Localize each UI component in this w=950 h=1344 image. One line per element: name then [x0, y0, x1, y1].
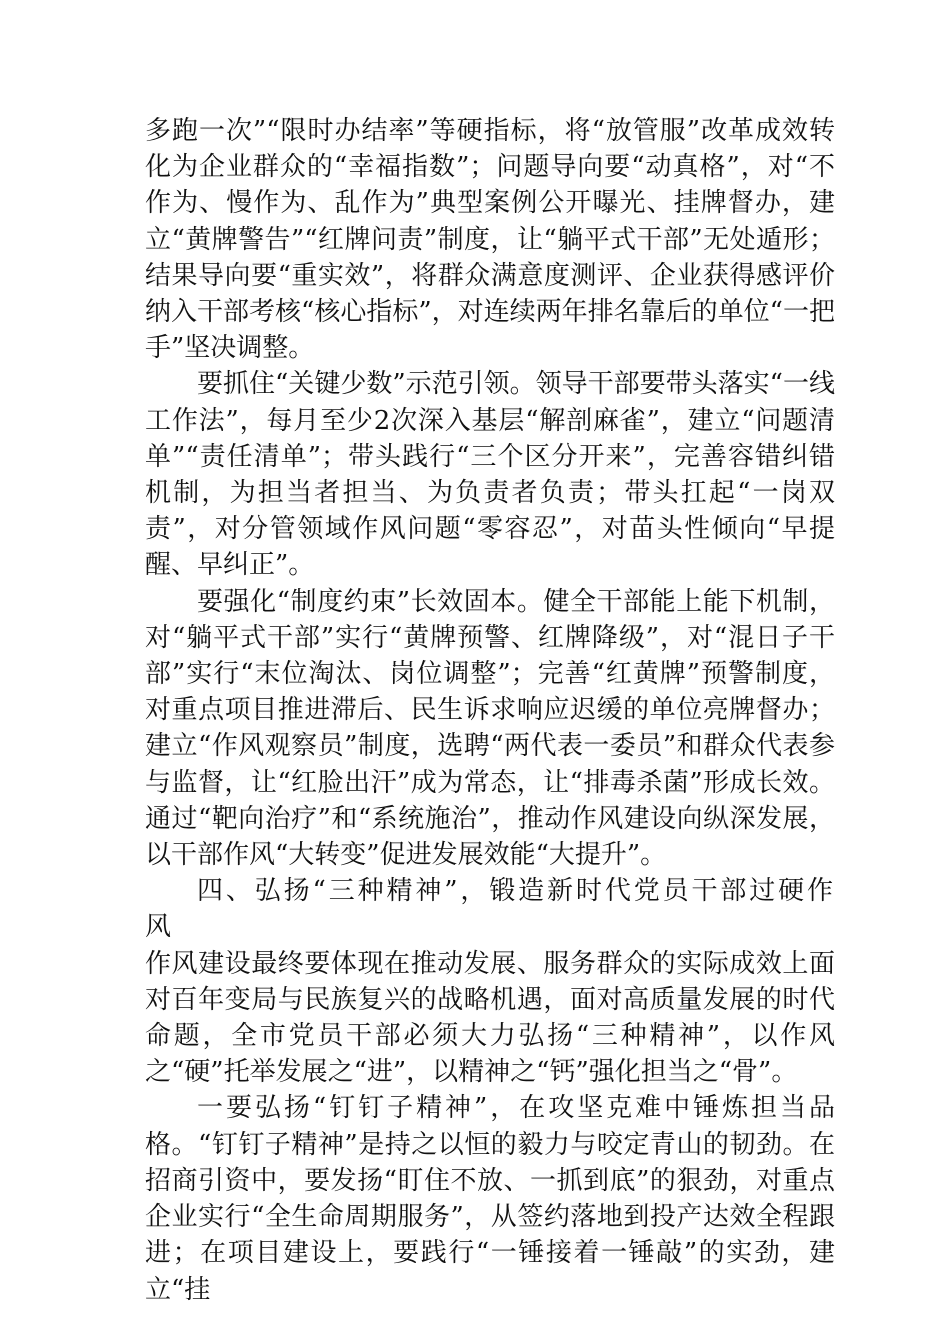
paragraph-institutional-constraint: 要强化“制度约束”长效固本。健全干部能上能下机制，对“躺平式干部”实行“黄牌预警、红牌降级”，对“混日子干部”实行“末位淘汰、岗位调整”；完善“红黄牌”预警制度，对重点项目推进滞后、民生诉求响应迟缓的单位亮牌督办；建立“作风观察员”制度，选聘“两代表一委员”和群众代表参与监督，让“红脸出汗”成为常态，让“排毒杀菌”形成长效。通过“靶向治疗”和“系统施治”，推动作风建设向纵深发展，以干部作风“大转变”促进发展效能“大提升”。 — [145, 586, 835, 871]
paragraph-nail-spirit: 一要弘扬“钉钉子精神”，在攻坚克难中锤炼担当品格。“钉钉子精神”是持之以恒的毅力与咬定青山的韧劲。在招商引资中，要发扬“盯住不放、一抓到底”的狠劲，对重点企业实行“全生命周期服务”，从签约落地到投产达效全程跟进；在项目建设上，要践行“一锤接着一锤敲”的实劲，建立“挂 — [145, 1093, 835, 1305]
document-body — [145, 113, 835, 1308]
section-heading-four: 四、弘扬“三种精神”，锻造新时代党员干部过硬作风 — [145, 876, 835, 943]
paragraph-key-minority: 要抓住“关键少数”示范引领。领导干部要带头落实“一线工作法”，每月至少2次深入基层“解剖麻雀”，建立“问题清单”“责任清单”；带头践行“三个区分开来”，完善容错纠错机制，为担当者担当、为负责者负责；带头扛起“一岗双责”，对分管领域作风问题“零容忍”，对苗头性倾向“早提醒、早纠正”。 — [145, 369, 835, 581]
paragraph-section-intro: 作风建设最终要体现在推动发展、服务群众的实际成效上面对百年变局与民族复兴的战略机遇，面对高质量发展的时代命题，全市党员干部必须大力弘扬“三种精神”，以作风之“硬”托举发展之“进”，以精神之“钙”强化担当之“骨”。 — [145, 948, 835, 1088]
paragraph-continued: 多跑一次”“限时办结率”等硬指标，将“放管服”改革成效转化为企业群众的“幸福指数”；问题导向要“动真格”，对“不作为、慢作为、乱作为”典型案例公开曝光、挂牌督办，建立“黄牌警告”“红牌问责”制度，让“躺平式干部”无处遁形；结果导向要“重实效”，将群众满意度测评、企业获得感评价纳入干部考核“核心指标”，对连续两年排名靠后的单位“一把手”坚决调整。 — [145, 116, 835, 364]
